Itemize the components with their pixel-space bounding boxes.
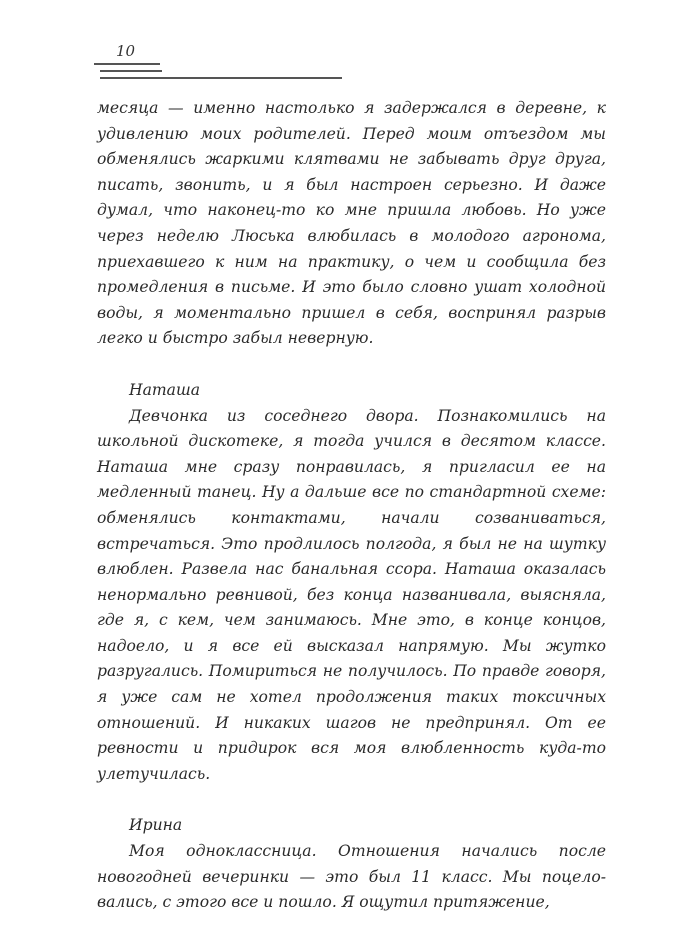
section-gap (97, 352, 606, 378)
section-gap (97, 787, 606, 813)
section-heading-irina: Ирина (129, 816, 183, 835)
header-rule-short-top (94, 63, 160, 65)
paragraph-natasha: Девчонка из соседнего двора. Познакомились на школьной дискотеке, я тогда учился в десятом классе. Наташа мне сразу понравилась, я пригласил ее на медленный танец. Ну а дальше все по стандартной схеме: обменялись контактами, начали созваниваться, встречаться. Это продлилось полгода, я был не на шутку влюблен. Развела нас банальная ссора. Наташа оказалась ненормально ревнивой, без конца названивала, выясняла, где я, с кем, чем занимаюсь. Мне это, в конце концов, надоело, и я все ей высказал напрямую. Мы жутко разругались. Помириться не получилось. По правде говоря, я уже сам не хотел продолжения таких токсичных отношений. И никаких шагов не предпринял. От ее ревности и придирок вся моя влюбленность куда-то улетучилась. (97, 406, 606, 783)
page-body (97, 96, 606, 916)
header-rule-short-bottom (100, 70, 162, 72)
paragraph-irina: Моя одноклассница. Отношения начались после новогодней вечеринки — это был 11 класс. Мы поцеловались, с этого все и пошло. Я ощутил притяжение, (97, 842, 606, 912)
section-heading-natasha: Наташа (129, 380, 201, 399)
paragraph-continuation: месяца — именно настолько я задержался в деревне, к удивлению моих родителей. Перед моим отъездом мы обменялись жаркими клятвами не забывать друг друга, писать, звонить, и я был настроен серьезно. И даже думал, что наконец-то ко мне пришла любовь. Но уже через неделю Люська влюбилась в молодого агронома, приехавшего к ним на практику, о чем и сообщила без промедления в письме. И это было словно ушат холодной воды, я моментально пришел в себя, воспринял разрыв легко и быстро забыл неверную. (97, 99, 606, 348)
page-number: 10 (116, 42, 136, 60)
header-rule-long (100, 77, 342, 79)
